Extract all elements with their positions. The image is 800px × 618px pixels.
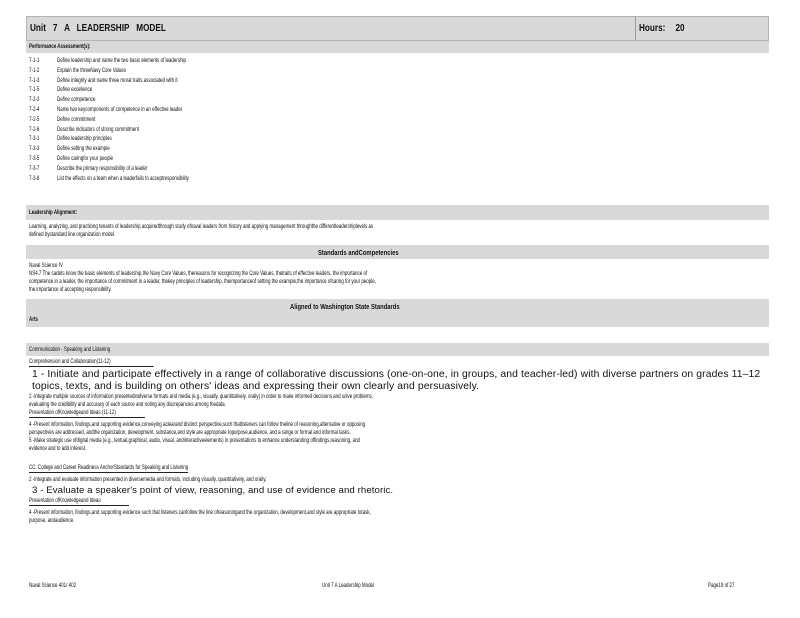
footer-unit: Unit 7 A Leadership Model: [322, 582, 375, 589]
hours: [639, 22, 685, 34]
page-footer: [26, 582, 769, 592]
ns-line: the importance of accepting responsibility.: [29, 286, 112, 293]
footer-page: Page19 of 27: [708, 582, 735, 589]
presentation-heading: [29, 409, 562, 418]
objective-text: Define competence: [57, 96, 96, 104]
objective-text: Define integrity and name three moral traits associated with it: [57, 76, 178, 84]
item-4-line: 4 -Present information, findings,and supporting evidence,conveying aclearand distinct perspective,such thatlisteners can follow theline of reasoning,alternative or opposing: [29, 421, 366, 428]
spacer: [26, 327, 769, 343]
performance-label: Performance Assessment(s):: [29, 43, 91, 50]
alignment-line: defined bystandard line organization model.: [29, 231, 116, 238]
unit-header: [26, 16, 769, 41]
performance-band: [26, 41, 769, 53]
objective-item: [29, 86, 769, 96]
objective-code: 7-3-5: [29, 154, 40, 162]
objective-item: [29, 57, 769, 67]
objective-item: [29, 106, 769, 116]
standards-band: [26, 245, 769, 259]
objective-code: 7-2-5: [29, 115, 40, 123]
objective-code: 7-1-5: [29, 86, 40, 94]
presentation-heading-text: Presentation ofKnowledgeand Ideas (11-12): [29, 409, 145, 418]
ccr-heading: [29, 464, 562, 473]
objective-item: [29, 165, 769, 175]
objective-item: [29, 77, 769, 87]
item-4-line: perspectives are addressed, andthe organization, development, substance,and style are appropriate topurpose,audience, and a range or formal and informal tasks.: [29, 429, 351, 436]
objective-text: Define caringfor your people: [57, 154, 113, 162]
hours-label: Hours:: [639, 22, 666, 34]
ccr-presentation-heading-text: Presentation ofKnowledgeand Ideas: [29, 497, 129, 506]
objective-text: Describe the primary responsibility of a leader: [57, 164, 148, 172]
washington-band: [26, 299, 769, 327]
ccr-item-2: 2 -Integrate and evaluate information presented in diversemedia and formats, including visually, quantitatively, and orally.: [29, 476, 267, 483]
objective-item: [29, 96, 769, 106]
objective-item: [29, 175, 769, 185]
standard-3: 3 - Evaluate a speaker's point of view, reasoning, and use of evidence and rhetoric.: [32, 485, 394, 496]
objective-code: 7-3-1: [29, 135, 40, 143]
objective-code: 7-1-2: [29, 66, 40, 74]
alignment-label: Leadership Alignment:: [29, 209, 78, 216]
objective-code: 7-3-8: [29, 174, 40, 182]
objectives-list: [26, 53, 769, 205]
comprehension-heading-text: Comprehension and Collaboration(11-12): [29, 358, 154, 367]
standard-1: 1 - Initiate and participate effectively in a range of collaborative discussions (one-on-one, in groups, and teacher-led) with diverse partners on grades 11–12 topics, texts, and is building on others' ideas and expressing their own clearly and persuasively.: [32, 369, 761, 392]
objective-code: 7-1-3: [29, 76, 40, 84]
communication-band: [26, 343, 769, 356]
objective-code: 7-1-1: [29, 57, 40, 64]
document-page: [26, 16, 769, 525]
objective-item: [29, 155, 769, 165]
objective-code: 7-2-6: [29, 125, 40, 133]
item-5-line: 5 -Make strategic use ofdigital media (e.g., textual,graphical, audio, visual, andinteractiveelements) in presentations to enhance understanding offindings,reasoning, and: [29, 437, 361, 444]
objective-text: Define leadership principles: [57, 135, 112, 143]
item-5-line: evidence and to add interest.: [29, 445, 87, 452]
objective-item: [29, 126, 769, 136]
footer-course: Naval Science 401/ 402: [29, 582, 77, 589]
objective-text: Explain the threeNavy Core Values: [57, 66, 127, 74]
objective-item: [29, 67, 769, 77]
ccr-item-4-line: 4 -Present information, findings,and supporting evidence such that listeners canfollow the line ofreasoningand the organization, development,and style are appropriate totask,: [29, 508, 371, 516]
ccr-presentation-heading: [29, 497, 562, 506]
objective-text: Define commitment: [57, 115, 96, 123]
objective-text: List the effects on a team when a leaderfails to acceptresponsibility: [57, 174, 189, 182]
item-2-line: evaluating the credibility and accuracy of each source and noting any discrepancies among thedata.: [29, 401, 226, 408]
objective-text: Describe indicators of strong commitment: [57, 125, 139, 133]
ccr-heading-text: CC: College and Career Readiness AnchorStandards for Speaking and Listening: [29, 464, 189, 471]
objective-code: 7-3-7: [29, 164, 40, 172]
item-2-line: 2 -Integrate multiple sources of information presentedindiverse formats and media (e.g., visually, quantitatively, orally) in order to make informed decisions and solve problems,: [29, 393, 374, 400]
objective-text: Define excellence: [57, 86, 93, 94]
objective-item: [29, 145, 769, 155]
communication-heading: Communication - Speaking and Listening: [29, 346, 111, 353]
subject-arts: Arts: [29, 316, 38, 323]
unit-title: Unit 7 A LEADERSHIP MODEL: [30, 22, 166, 34]
ns-line: NS4.7 The cadets know the basic elements of leadership,the Navy Core Values, thereasons for recognizing the Core Values, thetraits of effective leaders, the importance of: [29, 270, 368, 277]
alignment-text: [26, 220, 769, 245]
objective-text: Name two keycomponents of competence in an effective leader: [57, 105, 183, 113]
hours-value: 20: [675, 22, 685, 34]
spacer: [29, 453, 769, 464]
objective-code: 7-2-4: [29, 105, 40, 113]
objective-code: 7-3-3: [29, 145, 40, 153]
standards-text: [26, 259, 769, 299]
objective-code: 7-2-3: [29, 96, 40, 104]
alignment-line: Learning, analyzing, and practicing tenants of leadership acquiredthrough study ofnaval leaders from history and applying management throughthe differentleadershiplevels as: [29, 223, 374, 230]
objective-item: [29, 135, 769, 145]
course-name: Naval Science IV: [29, 262, 63, 269]
header-divider: [635, 17, 636, 40]
alignment-band: [26, 205, 769, 220]
ccr-item-4-line: purpose, andaudience.: [29, 516, 75, 524]
communication-section: [26, 356, 769, 525]
objective-text: Define setting the example: [57, 145, 110, 153]
objective-item: [29, 116, 769, 126]
washington-heading: Aligned to Washington State Standards: [290, 302, 400, 311]
comprehension-heading: [29, 358, 202, 367]
ns-line: competence in a leader, the importance of commitment in a leader, thekey principles of leadership, theimportanceof setting the example,the importance ofcaring for your people,: [29, 278, 376, 285]
standards-heading: Standards andCompetencies: [318, 248, 399, 257]
objective-text: Define leadership and name the two basic elements of leadership: [57, 57, 187, 64]
